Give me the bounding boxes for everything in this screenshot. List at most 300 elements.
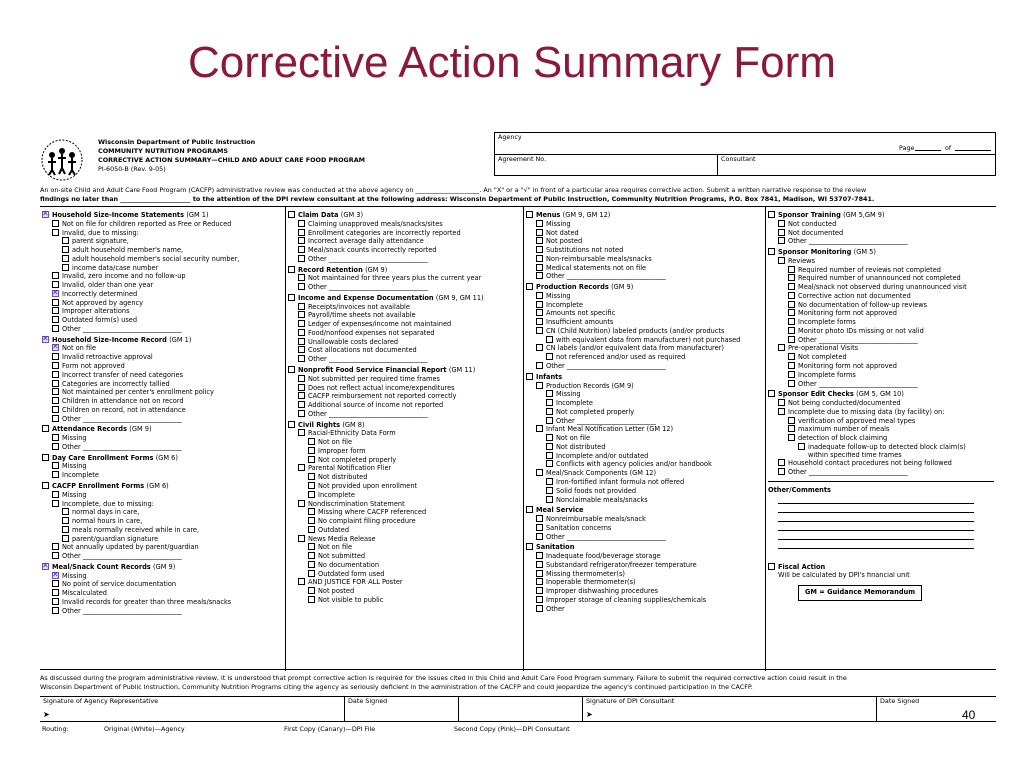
fiscal-action-checkbox[interactable] [768,563,775,570]
finding-item [288,508,520,517]
finding-checkbox[interactable] [536,425,543,432]
finding-checkbox[interactable] [52,290,59,297]
finding-checkbox[interactable] [546,353,553,360]
finding-checkbox[interactable] [298,429,305,436]
finding-label: Children in attendance not on record [62,397,184,406]
finding-item [288,346,520,355]
finding-label: Production Records (GM 9) [546,381,634,390]
finding-checkbox[interactable] [788,309,795,316]
finding-checkbox[interactable] [778,257,785,264]
finding-label: Incorrectly determined [62,289,138,298]
finding-checkbox[interactable] [536,255,543,262]
comment-line[interactable] [778,540,974,549]
finding-checkbox[interactable] [308,552,315,559]
section-checkbox[interactable] [768,211,775,218]
section-heading [288,294,520,303]
section-checkbox[interactable] [526,373,533,380]
finding-checkbox[interactable] [546,408,553,415]
finding-label: CN labels (and/or equivalent data from manufacturer) [546,344,724,353]
other-comments-label: Other/Comments [768,485,831,494]
finding-checkbox[interactable] [52,434,59,441]
consultant-label: Consultant [721,155,756,163]
finding-checkbox[interactable] [52,589,59,596]
finding-checkbox[interactable] [308,587,315,594]
section-heading [526,373,762,382]
finding-checkbox[interactable] [298,346,305,353]
finding-checkbox[interactable] [308,438,315,445]
finding-checkbox[interactable] [536,264,543,271]
section-heading [768,211,994,220]
finding-checkbox[interactable] [536,469,543,476]
finding-label: Meal/Snack Components (GM 12) [546,469,657,478]
gm-reference: (GM 9) [365,265,388,274]
finding-checkbox[interactable] [546,496,553,503]
finding-label: No point of service documentation [62,580,177,589]
finding-item [288,375,520,384]
finding-label: Not maintained for three years plus the current year [308,274,482,283]
finding-checkbox[interactable] [536,229,543,236]
finding-checkbox[interactable] [536,533,543,540]
finding-label: inadequate follow-up to detected block claim(s) [808,442,966,451]
section-heading [288,266,520,275]
finding-checkbox[interactable] [298,535,305,542]
finding-checkbox[interactable] [536,309,543,316]
finding-checkbox[interactable] [52,543,59,550]
finding-checkbox[interactable] [52,281,59,288]
finding-item [42,362,282,371]
finding-checkbox[interactable] [298,338,305,345]
finding-checkbox[interactable] [52,307,59,314]
finding-label: Improper dishwashing procedures [546,587,659,596]
section-title: Production Records [536,283,609,292]
finding-label: Invalid, zero income and no follow-up [62,272,186,281]
finding-checkbox[interactable] [778,408,785,415]
finding-checkbox[interactable] [52,388,59,395]
finding-checkbox[interactable] [52,229,59,236]
finding-label: Other ______________________________ [62,442,182,451]
finding-label: Other ______________________________ [308,254,428,263]
finding-item [42,500,282,509]
finding-checkbox[interactable] [778,237,785,244]
finding-label: detection of block claiming [798,434,888,443]
of-label: of [945,144,952,152]
gm-reference: (GM 8) [342,420,365,429]
finding-checkbox[interactable] [62,535,69,542]
section-checkbox[interactable] [288,366,295,373]
finding-checkbox[interactable] [52,299,59,306]
finding-checkbox[interactable] [778,468,785,475]
section-checkbox[interactable] [288,266,295,273]
finding-item [42,299,282,308]
finding-checkbox[interactable] [52,406,59,413]
finding-checkbox[interactable] [778,220,785,227]
finding-checkbox[interactable] [546,478,553,485]
finding-checkbox[interactable] [308,526,315,533]
finding-checkbox[interactable] [536,301,543,308]
finding-checkbox[interactable] [788,353,795,360]
finding-label: Ledger of expenses/income not maintained [308,320,452,329]
finding-label: Not on file [318,543,352,552]
finding-checkbox[interactable] [298,246,305,253]
finding-checkbox[interactable] [62,526,69,533]
finding-checkbox[interactable] [788,425,795,432]
finding-checkbox[interactable] [308,570,315,577]
date-signed-field-1[interactable]: Date Signed [345,697,459,721]
finding-checkbox[interactable] [536,524,543,531]
finding-label: Not on file [62,344,96,353]
finding-item [42,508,282,517]
finding-item [42,607,282,616]
finding-checkbox[interactable] [546,399,553,406]
finding-checkbox[interactable] [298,320,305,327]
finding-item [288,447,520,456]
fiscal-action-label: Fiscal Action [778,562,826,571]
finding-label: AND JUSTICE FOR ALL Poster [308,578,403,587]
finding-label: Other ______________________________ [798,335,918,344]
finding-label: Enrollment categories are incorrectly reported [308,228,461,237]
finding-checkbox[interactable] [308,508,315,515]
section-checkbox[interactable] [42,454,49,461]
finding-label: Required number of reviews not completed [798,265,941,274]
finding-checkbox[interactable] [62,237,69,244]
comment-line[interactable] [778,504,974,513]
finding-label: Household contact procedures not being followed [788,459,952,468]
agency-signature-field[interactable]: Signature of Agency Representative ➤ [40,697,345,721]
finding-checkbox[interactable] [298,229,305,236]
finding-checkbox[interactable] [788,371,795,378]
finding-checkbox[interactable] [536,362,543,369]
finding-checkbox[interactable] [298,329,305,336]
finding-checkbox[interactable] [308,473,315,480]
header-line-4: PI-6050-B (Rev. 9-05) [98,164,166,173]
finding-item [768,266,994,275]
finding-checkbox[interactable] [298,311,305,318]
finding-label: Conflicts with agency policies and/or handbook [556,460,712,469]
finding-label: Not completed [798,353,847,362]
finding-label: Missing thermometer(s) [546,569,625,578]
finding-label: Does not reflect actual income/expenditures [308,383,455,392]
finding-checkbox[interactable] [536,220,543,227]
section-checkbox[interactable] [42,425,49,432]
finding-checkbox[interactable] [298,578,305,585]
finding-checkbox[interactable] [308,456,315,463]
section-checkbox[interactable] [42,211,49,218]
finding-label: Reviews [788,256,815,265]
finding-item [526,552,762,561]
finding-checkbox[interactable] [546,460,553,467]
finding-checkbox[interactable] [546,452,553,459]
finding-checkbox[interactable] [298,220,305,227]
section-heading [288,366,520,375]
finding-label: Missing [546,291,571,300]
finding-label: Incomplete [62,471,99,480]
finding-checkbox[interactable] [52,572,59,579]
finding-label: Other ______________________________ [62,552,182,561]
finding-checkbox[interactable] [52,580,59,587]
finding-checkbox[interactable] [788,380,795,387]
finding-checkbox[interactable] [546,417,553,424]
finding-checkbox[interactable] [298,401,305,408]
finding-item [288,384,520,393]
finding-checkbox[interactable] [298,464,305,471]
finding-label: Outdated [318,525,350,534]
section-title: Household Size-Income Statements [52,211,185,219]
finding-label: within specified time frames [808,451,902,459]
finding-checkbox[interactable] [778,229,785,236]
finding-item [288,320,520,329]
finding-item [288,543,520,552]
finding-label: adult household member's social security number, [72,254,240,263]
comment-line[interactable] [778,531,974,540]
finding-label: Incomplete forms [798,370,856,379]
section-checkbox[interactable] [526,283,533,290]
finding-checkbox[interactable] [778,459,785,466]
section-checkbox[interactable] [42,336,49,343]
finding-item [768,399,994,408]
finding-item [288,456,520,465]
finding-checkbox[interactable] [62,246,69,253]
finding-checkbox[interactable] [536,237,543,244]
finding-checkbox[interactable] [52,397,59,404]
section-checkbox[interactable] [288,211,295,218]
finding-checkbox[interactable] [536,515,543,522]
finding-checkbox[interactable] [778,344,785,351]
finding-checkbox[interactable] [536,382,543,389]
finding-label: with equivalent data from manufacturer) not purchased [556,335,741,344]
finding-label: Missing where CACFP referenced [318,508,427,517]
gm-legend: GM = Guidance Memorandum [798,585,922,601]
finding-item [288,237,520,246]
finding-label: Corrective action not documented [798,291,911,300]
finding-checkbox[interactable] [536,596,543,603]
finding-checkbox[interactable] [788,417,795,424]
finding-label: Incomplete forms [798,318,856,327]
dpi-signature-field[interactable]: Signature of DPI Consultant ➤ [583,697,877,721]
finding-item [526,561,762,570]
finding-item [526,362,762,371]
form-header [40,132,490,184]
finding-checkbox[interactable] [546,487,553,494]
finding-label: News Media Release [308,534,376,543]
finding-item [42,598,282,607]
section-checkbox[interactable] [526,211,533,218]
finding-label: not referenced and/or used as required [556,353,686,362]
finding-label: Other ______________________________ [788,468,908,477]
finding-checkbox[interactable] [788,292,795,299]
section-checkbox[interactable] [42,563,49,570]
finding-checkbox[interactable] [788,283,795,290]
finding-checkbox[interactable] [546,434,553,441]
section-heading [526,283,762,292]
finding-item [768,434,994,443]
finding-item [526,327,762,336]
finding-checkbox[interactable] [308,543,315,550]
finding-checkbox[interactable] [778,399,785,406]
finding-checkbox[interactable] [536,561,543,568]
finding-checkbox[interactable] [62,517,69,524]
finding-label: Food/nonfood expenses not separated [308,328,435,337]
finding-checkbox[interactable] [298,283,305,290]
finding-checkbox[interactable] [788,318,795,325]
fiscal-action-text: Will be calculated by DPI's financial unit [778,571,910,579]
finding-checkbox[interactable] [298,255,305,262]
finding-item [526,452,762,461]
date-signed-field-2[interactable]: Date Signed [880,697,920,705]
finding-checkbox[interactable] [788,434,795,441]
section-title: Record Retention [298,265,363,274]
finding-checkbox[interactable] [308,491,315,498]
finding-checkbox[interactable] [536,272,543,279]
finding-item [42,264,282,273]
finding-item [526,318,762,327]
finding-checkbox[interactable] [308,482,315,489]
finding-label: Insufficient amounts [546,318,614,327]
finding-checkbox[interactable] [52,491,59,498]
finding-checkbox[interactable] [536,246,543,253]
finding-checkbox[interactable] [298,375,305,382]
gm-reference: (GM 11) [448,366,476,375]
finding-checkbox[interactable] [536,292,543,299]
finding-checkbox[interactable] [62,264,69,271]
finding-checkbox[interactable] [52,443,59,450]
finding-checkbox[interactable] [546,443,553,450]
finding-checkbox[interactable] [52,362,59,369]
finding-checkbox[interactable] [536,605,543,612]
finding-label: Invalid records for greater than three meals/snacks [62,597,232,606]
finding-checkbox[interactable] [52,371,59,378]
finding-label: Incomplete due to missing data (by facility) on: [788,407,945,416]
finding-checkbox[interactable] [536,318,543,325]
section-heading [526,506,762,515]
finding-label: Monitor photo IDs missing or not valid [798,326,924,335]
finding-item [288,401,520,410]
finding-checkbox[interactable] [308,447,315,454]
corrective-action-form: Wisconsin Department of Public Instruction COMMUNITY NUTRITION PROGRAMS CORRECTIVE ACTION SUMMARY—CHILD AND ADULT CARE FOOD PROGRAM PI-6050-B (Rev. 9-05) Agency Page of Agreement No. Consultant An on-site Child and Adult Care Food Program (CACFP) administrative review was conducted at the above agency on ____________________. An "X" or a "√" in front of a particular area requires corrective action. Submit a written narrative response to the review findings no later than ______________________ to the attention of the DPI review consultant at the following address: Wisconsin Department of Public Instruction, Community Nutrition Programs, P.O. Box 7841, Madison, WI 53707-7841. ✕Household Size-Income Statements (GM 1) Not on file for children reported as Free or Reduced Invalid, due to missing: parent signature, adult household member's name, adult household member's social security number, income data/case number Invalid, zero income and no follow-up Invalid, older than one year ✕Incorrectly determined Not approved by agency Improper alterations Outdated form(s) used Other ______________________________ ✕Household Size-Income Record (GM 1) ✕Not on file Invalid retroactive approval Form not approved Incorrect transfer of need categories Categories are incorrectly tallied Not maintained per center's enrollment policy Children in attendance not on record Children on record, not in attendance Other ______________________________ Attendance Records (GM 9) Missing Other ______________________________ Day Care Enrollment Forms (GM 6) Missing Incomplete CACFP Enrollment Forms (GM 6) Missing Incomplete, due to missing: normal days in care, normal hours in care, meals normally received while in care, parent/guardian signature Not annually updated by parent/guardian Other ______________________________ ✕Meal/Snack Count Records (GM 9) ✕Missing No point of service documentation Miscalculated Invalid records for greater than three meals/snacks Other ______________________________ Claim Data (GM 3) Claiming unapproved meals/snacks/sites Enrollment categories are incorrectly reported Incorrect average daily attendance Meal/snack counts incorrectly reported Other ______________________________ Record Retention (GM 9) Not maintained for three years plus the current year Other ______________________________ Income and Expense Documentation (GM 9, GM 11) Receipts/invoices not available Payroll/time sheets not available Ledger of expenses/income not maintained Food/nonfood expenses not separated Unallowable costs declared Cost allocations not documented Other ______________________________ Nonprofit Food Service Financial Report (GM 11) Not submitted per required time frames Does not reflect actual income/expenditures CACFP reimbursement not reported correctly Additional source of income not reported Other ______________________________ Civil Rights (GM 8) Racial-Ethnicity Data Form Not on file Improper form Not completed properly Parental Notification Flier Not distributed Not provided upon enrollment Incomplete Nondiscrimination Statement Missing where CACFP referenced No complaint filing procedure Outdated News Media Release Not on file Not submitted No documentation Outdated form used AND JUSTICE FOR ALL Poster Not posted Not visible to public Menus (GM 9, GM 12) Missing Not dated Not posted Substitutions not noted Non-reimbursable meals/snacks Medical statements not on file Other ______________________________ Production Records (GM 9) Missing Incomplete Amounts not specific Insufficient amounts CN (Child Nutrition) labeled products (and/or products with equivalent data from manufacturer) not purchased CN labels (and/or equivalent data from manufacturer) not referenced and/or used as required Other ______________________________ Infants Production Records (GM 9) Missing Incomplete Not completed properly Other ________________________ Infant Meal Notification Letter (GM 12) Not on file Not distributed Incomplete and/or outdated Conflicts with agency policies and/or handbook Meal/Snack Components (GM 12) Iron-fortified infant formula not offered Solid foods not provided Nonclaimable meals/snacks Meal Service Nonreimbursable meals/snack Sanitation concerns Other ______________________________ Sanitation Inadequate food/beverage storage Substandard refrigerator/freezer temperature Missing thermometer(s) Inoperable thermometer(s) Improper dishwashing procedures Improper storage of cleaning supplies/chemicals Other Sponsor Training (GM 5,GM 9) Not conducted Not documented Other ______________________________ Sponsor Monitoring (GM 5) Reviews Required number of reviews not completed Required number of unannounced not completed Meal/snack not observed during unannounced visit Corrective action not documented No documentation of follow-up reviews Monitoring form not approved Incomplete forms Monitor photo IDs missing or not valid Other ______________________________ Pre-operational Visits Not completed Monitoring form not approved Incomplete forms Other ______________________________ Sponsor Edit Checks (GM 5, GM 10) Not being conducted/documented Incomplete due to missing data (by facility) on: verification of approved meal types maximum number of meals detection of block claiming inadequate follow-up to detected block claim(s) within specified time frames Household contact procedures not being followed Other ______________________________ Other/Comments Fiscal Action Will be calculated by DPI's financial unit GM = Guidance Memorandum As discussed during the program administrative review, it is understood that prompt corrective action is required for the issues cited in this Child and Adult Care Food Program summary. Failure to submit the required corrective action could result in the Wisconsin Department of Public Instruction, Community Nutrition Programs citing the agency as seriously deficient in the administration of the CACFP and could jeopardize the agency's continued participation in the CACFP. Signature of Agency Representative ➤ Date Signed Signature of DPI Consultant ➤ Date Signed Routing: Original (White)—Agency First Copy (Canary)—DPI File Second Copy (Pink)—DPI Consultant [36,128,1000,744]
section-title: Sponsor Training [778,211,841,219]
finding-checkbox[interactable] [788,327,795,334]
finding-checkbox[interactable] [788,362,795,369]
finding-checkbox[interactable] [52,344,59,351]
finding-checkbox[interactable] [298,500,305,507]
finding-label: meals normally received while in care, [72,525,200,534]
finding-item [42,471,282,480]
finding-checkbox[interactable] [52,272,59,279]
section-title: Sponsor Edit Checks [778,390,854,399]
finding-item [768,344,994,353]
finding-label: Categories are incorrectly tallied [62,379,170,388]
finding-checkbox[interactable] [536,327,543,334]
finding-checkbox[interactable] [52,353,59,360]
findings-column-2 [288,209,520,669]
finding-item [288,482,520,491]
finding-checkbox[interactable] [52,462,59,469]
section-checkbox[interactable] [288,294,295,301]
finding-checkbox[interactable] [788,274,795,281]
finding-label: Other ______________________________ [62,606,182,615]
finding-checkbox[interactable] [62,255,69,262]
section-checkbox[interactable] [288,421,295,428]
finding-checkbox[interactable] [536,344,543,351]
page-field[interactable] [915,150,941,151]
finding-item [42,307,282,316]
finding-checkbox[interactable] [298,392,305,399]
finding-checkbox[interactable] [308,596,315,603]
section-checkbox[interactable] [526,506,533,513]
finding-checkbox[interactable] [536,578,543,585]
finding-checkbox[interactable] [52,598,59,605]
gm-reference: (GM 5,GM 9) [843,211,885,219]
finding-checkbox[interactable] [298,274,305,281]
finding-item [288,535,520,544]
finding-item [288,329,520,338]
comment-line[interactable] [778,513,974,522]
finding-item [768,362,994,371]
finding-checkbox[interactable] [52,325,59,332]
section-heading [768,248,994,257]
finding-item [42,589,282,598]
finding-label: Unallowable costs declared [308,337,399,346]
finding-item [768,336,994,345]
section-checkbox[interactable] [526,543,533,550]
finding-checkbox[interactable] [52,316,59,323]
finding-checkbox[interactable] [52,415,59,422]
finding-checkbox[interactable] [536,587,543,594]
page-total-field[interactable] [955,150,991,151]
finding-checkbox[interactable] [298,355,305,362]
comment-line[interactable] [778,495,974,504]
finding-checkbox[interactable] [52,471,59,478]
section-checkbox[interactable] [768,248,775,255]
finding-item [526,229,762,238]
section-heading [288,421,520,430]
finding-checkbox[interactable] [546,390,553,397]
finding-checkbox[interactable] [788,266,795,273]
section-checkbox[interactable] [768,390,775,397]
finding-checkbox[interactable] [546,336,553,343]
finding-checkbox[interactable] [52,607,59,614]
finding-checkbox[interactable] [788,301,795,308]
finding-label: Other ______________________________ [798,379,918,388]
finding-checkbox[interactable] [298,303,305,310]
finding-checkbox[interactable] [798,443,805,450]
finding-label: Not submitted per required time frames [308,374,440,383]
agency-info-box [494,132,996,176]
comment-line[interactable] [778,522,974,531]
finding-checkbox[interactable] [62,508,69,515]
finding-checkbox[interactable] [308,561,315,568]
finding-checkbox[interactable] [52,552,59,559]
finding-label: Other ______________________________ [62,324,182,333]
finding-item [288,429,520,438]
finding-checkbox[interactable] [298,410,305,417]
finding-checkbox[interactable] [788,336,795,343]
finding-checkbox[interactable] [298,384,305,391]
finding-item [526,390,762,399]
finding-label: parent/guardian signature [72,534,159,543]
finding-checkbox[interactable] [298,237,305,244]
finding-checkbox[interactable] [52,500,59,507]
finding-checkbox[interactable] [536,552,543,559]
finding-checkbox[interactable] [308,517,315,524]
section-checkbox[interactable] [42,482,49,489]
gm-reference: (GM 6) [146,481,169,490]
finding-checkbox[interactable] [52,220,59,227]
finding-item [526,496,762,505]
finding-item [42,415,282,424]
finding-checkbox[interactable] [536,570,543,577]
section-heading [42,211,282,220]
finding-checkbox[interactable] [52,380,59,387]
